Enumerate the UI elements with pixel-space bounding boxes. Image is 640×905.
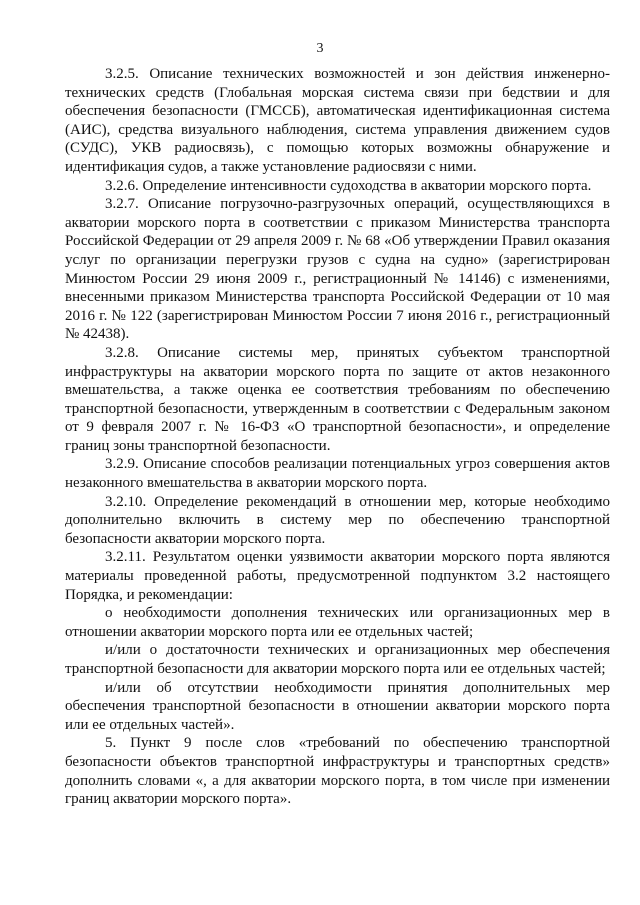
paragraph-recommendation-2: и/или о достаточности технических и организационных мер обеспечения транспортной безопасности для акватории морского порта или ее отдельных частей; <box>65 642 610 677</box>
paragraph-3-2-6: 3.2.6. Определение интенсивности судоходства в акватории морского порта. <box>105 177 592 194</box>
document-body <box>65 65 610 809</box>
paragraph-3-2-9: 3.2.9. Описание способов реализации потенциальных угроз совершения актов незаконного вмешательства в акватории морского порта. <box>65 456 610 492</box>
paragraph-recommendation-3: и/или об отсутствии необходимости принятия дополнительных мер обеспечения транспортной безопасности в отношении акватории морского порта или ее отдельных частей». <box>65 679 610 733</box>
paragraph-3-2-5: 3.2.5. Описание технических возможностей и зон действия инженерно-технических средств (Глобальная морская система связи при бедствии и для обеспечения безопасности (ГМССБ), автоматическая идентификационная система (АИС), средства визуального наблюдения, система управления движением судов (СУДС), УКВ радиосвязь), с помощью которых возможны обнаружение и идентификация судов, а также установление радиосвязи с ними. <box>65 66 610 175</box>
paragraph-3-2-8: 3.2.8. Описание системы мер, принятых субъектом транспортной инфраструктуры на акватории морского порта по защите от актов незаконного вмешательства, а также оценка ее соответствия требованиям по обеспечению транспортной безопасности, утвержденным в соответствии с Федеральным законом от 9 февраля 2007 г. № 16-ФЗ «О транспортной безопасности», и определение границ зоны транспортной безопасности. <box>65 344 610 454</box>
paragraph-3-2-7: 3.2.7. Описание погрузочно-разгрузочных операций, осуществляющихся в акватории морского порта в соответствии с приказом Министерства транспорта Российской Федерации от 29 апреля 2009 г. № 68 «Об утверждении Правил оказания услуг по организации перегрузки грузов с судна на судно» (зарегистрирован Минюстом России 29 июня 2009 г., регистрационный № 14146) с изменениями, внесенными приказом Министерства транспорта Российской Федерации от 10 мая 2016 г. № 122 (зарегистрирован Минюстом России 7 июня 2016 г., регистрационный № 42438). <box>65 196 610 343</box>
paragraph-item-5: 5. Пункт 9 после слов «требований по обеспечению транспортной безопасности объектов транспортной инфраструктуры и транспортных средств» дополнить словами «, а для акватории морского порта, в том числе при изменении границ акватории морского порта». <box>65 735 610 808</box>
page-number: 3 <box>316 41 324 56</box>
paragraph-recommendation-1: о необходимости дополнения технических или организационных мер в отношении акватории морского порта или ее отдельных частей; <box>65 605 610 640</box>
paragraph-3-2-10: 3.2.10. Определение рекомендаций в отношении мер, которые необходимо дополнительно включить в систему мер по обеспечению транспортной безопасности акватории морского порта. <box>65 493 610 547</box>
paragraph-3-2-11: 3.2.11. Результатом оценки уязвимости акватории морского порта являются материалы проведенной работы, предусмотренной подпунктом 3.2 настоящего Порядка, и рекомендации: <box>65 549 610 603</box>
